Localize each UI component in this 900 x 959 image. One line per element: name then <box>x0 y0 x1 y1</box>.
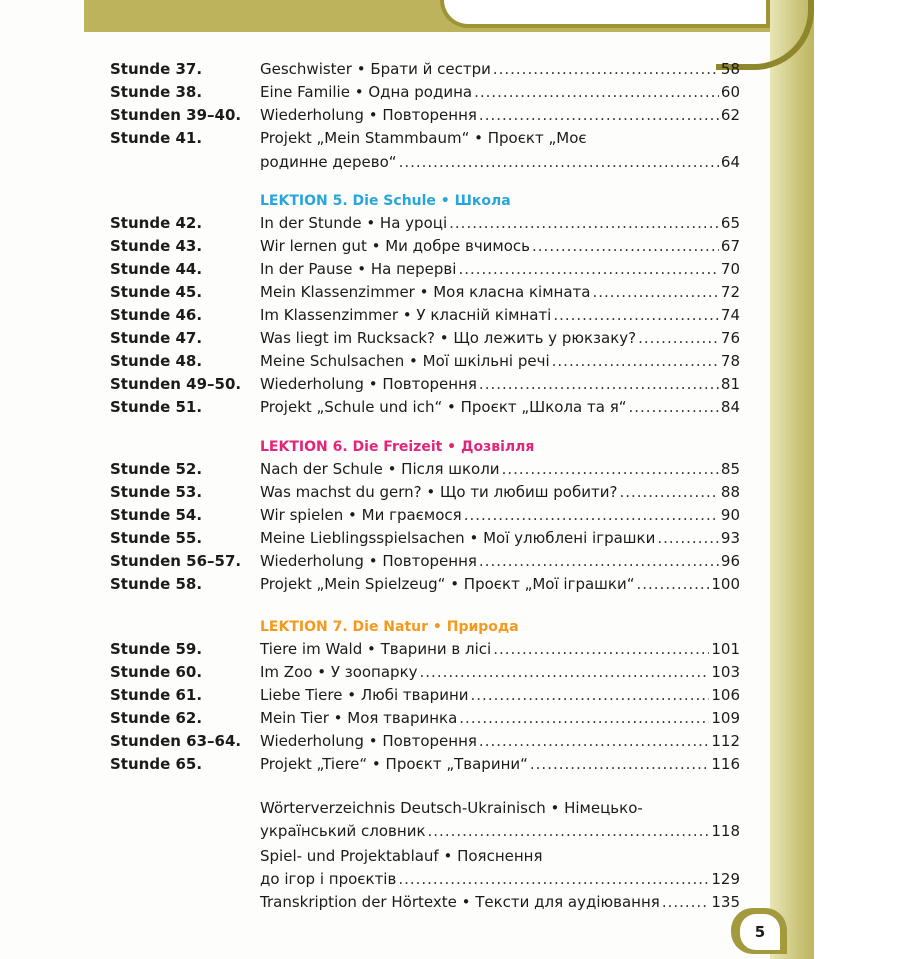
page-ref: 78 <box>720 352 740 370</box>
leader-dots <box>474 81 719 104</box>
lesson-title: Mein Klassenzimmer • Моя класна кімната <box>260 283 591 301</box>
toc-entry[interactable] <box>110 350 750 373</box>
lesson-title: In der Stunde • На уроці <box>260 214 448 232</box>
toc-entry[interactable] <box>110 458 750 481</box>
toc-entry[interactable] <box>110 235 750 258</box>
page-ref: 112 <box>711 732 740 750</box>
toc-entry[interactable] <box>110 327 750 350</box>
lesson-title: Im Zoo • У зоопарку <box>260 663 418 681</box>
toc-entry[interactable] <box>110 638 750 661</box>
lesson-number: Stunde 46. <box>110 306 203 324</box>
leader-dots <box>553 304 719 327</box>
leader-dots <box>464 504 719 527</box>
lesson-title: Eine Familie • Одна родина <box>260 83 473 101</box>
leader-dots <box>471 684 710 707</box>
leader-dots <box>657 527 719 550</box>
leader-dots <box>629 396 719 419</box>
leader-dots <box>502 458 719 481</box>
leader-dots <box>428 820 710 843</box>
toc-entry[interactable] <box>110 527 750 550</box>
section-heading-lektion-7: LEKTION 7. Die Natur • Природа <box>260 619 519 635</box>
lesson-title: Wiederholung • Повторення <box>260 552 477 570</box>
page-ref: 129 <box>711 870 740 888</box>
toc-entry[interactable] <box>110 753 750 776</box>
lesson-number: Stunde 47. <box>110 329 203 347</box>
toc-entry[interactable] <box>110 396 750 419</box>
page-ref: 84 <box>720 398 740 416</box>
lesson-title: Tiere im Wald • Тварини в лісі <box>260 640 492 658</box>
lesson-title: Geschwister • Брати й сестри <box>260 60 491 78</box>
lesson-number: Stunde 55. <box>110 529 203 547</box>
page-ref: 72 <box>720 283 740 301</box>
leader-dots <box>638 327 719 350</box>
toc-entry[interactable] <box>110 373 750 396</box>
lesson-title: Wiederholung • Повторення <box>260 106 477 124</box>
lesson-title: Was liegt im Rucksack? • Що лежить у рюкзаку? <box>260 329 637 347</box>
section-heading-lektion-6: LEKTION 6. Die Freizeit • Дозвілля <box>260 439 535 455</box>
leader-dots <box>479 373 719 396</box>
toc-entry[interactable] <box>110 104 750 127</box>
appendix-title: Transkription der Hörtexte • Тексти для аудіювання <box>260 893 660 911</box>
page-ref: 109 <box>711 709 740 727</box>
lesson-number: Stunde 52. <box>110 460 203 478</box>
page-ref: 76 <box>720 329 740 347</box>
page-ref: 100 <box>711 575 740 593</box>
leader-dots <box>459 707 709 730</box>
page-ref: 70 <box>720 260 740 278</box>
toc-entry[interactable] <box>110 58 750 81</box>
lesson-number: Stunde 61. <box>110 686 203 704</box>
lesson-number: Stunde 51. <box>110 398 203 416</box>
page-ref: 85 <box>720 460 740 478</box>
toc-entry[interactable] <box>110 127 750 150</box>
appendix-entry[interactable] <box>110 797 750 820</box>
toc-entry[interactable] <box>110 481 750 504</box>
leader-dots <box>552 350 719 373</box>
leader-dots <box>398 868 709 891</box>
lesson-number: Stunde 43. <box>110 237 203 255</box>
lesson-number: Stunde 58. <box>110 575 203 593</box>
lesson-title-continued: родинне дерево“ <box>260 153 397 171</box>
page-ref: 93 <box>720 529 740 547</box>
lesson-number: Stunde 42. <box>110 214 203 232</box>
page-ref: 74 <box>720 306 740 324</box>
lesson-title: Projekt „Mein Spielzeug“ • Проєкт „Мої іграшки“ <box>260 575 635 593</box>
toc-entry[interactable] <box>110 258 750 281</box>
lesson-number: Stunde 48. <box>110 352 203 370</box>
toc-entry[interactable] <box>110 707 750 730</box>
lesson-title: Im Klassenzimmer • У класній кімнаті <box>260 306 552 324</box>
appendix-entry[interactable] <box>110 845 750 868</box>
toc-entry[interactable] <box>110 573 750 596</box>
page-number: 5 <box>740 914 780 950</box>
leader-dots <box>636 573 709 596</box>
leader-dots <box>458 258 718 281</box>
leader-dots <box>420 661 710 684</box>
toc-entry-continuation[interactable] <box>110 151 750 174</box>
lesson-title: Projekt „Tiere“ • Проєкт „Тварини“ <box>260 755 528 773</box>
leader-dots <box>399 151 719 174</box>
toc-entry[interactable] <box>110 550 750 573</box>
lesson-number: Stunde 44. <box>110 260 203 278</box>
leader-dots <box>479 550 719 573</box>
lesson-title: Was machst du gern? • Що ти любиш робити? <box>260 483 618 501</box>
page-margin <box>814 0 900 959</box>
page-ref: 62 <box>720 106 740 124</box>
page-ref: 64 <box>720 153 740 171</box>
page-ref: 96 <box>720 552 740 570</box>
section-heading-lektion-5: LEKTION 5. Die Schule • Школа <box>260 193 511 209</box>
appendix-title: Spiel- und Projektablauf • Пояснення <box>260 847 543 865</box>
lesson-number: Stunde 45. <box>110 283 203 301</box>
lesson-title: Wiederholung • Повторення <box>260 732 477 750</box>
leader-dots <box>592 281 718 304</box>
toc-entry[interactable] <box>110 304 750 327</box>
lesson-title: Meine Lieblingsspielsachen • Мої улюблені іграшки <box>260 529 656 547</box>
leader-dots <box>530 753 709 776</box>
toc-entry[interactable] <box>110 504 750 527</box>
toc-entry[interactable] <box>110 81 750 104</box>
toc-entry[interactable] <box>110 661 750 684</box>
lesson-number: Stunde 59. <box>110 640 203 658</box>
page-ref: 135 <box>711 893 740 911</box>
lesson-number: Stunde 62. <box>110 709 203 727</box>
lesson-number: Stunden 56–57. <box>110 552 242 570</box>
lesson-title: Mein Tier • Моя тваринка <box>260 709 458 727</box>
lesson-number: Stunde 53. <box>110 483 203 501</box>
lesson-title: Wir lernen gut • Ми добре вчимось <box>260 237 531 255</box>
leader-dots <box>479 730 709 753</box>
page-ref: 106 <box>711 686 740 704</box>
appendix-title: Wörterverzeichnis Deutsch-Ukrainisch • Німецько- <box>260 799 643 817</box>
lesson-number: Stunden 63–64. <box>110 732 242 750</box>
page-ref: 65 <box>720 214 740 232</box>
lesson-number: Stunde 38. <box>110 83 203 101</box>
lesson-title: Projekt „Mein Stammbaum“ • Проєкт „Моє <box>260 129 587 147</box>
lesson-number: Stunde 60. <box>110 663 203 681</box>
lesson-number: Stunde 54. <box>110 506 203 524</box>
lesson-title: Liebe Tiere • Любі тварини <box>260 686 469 704</box>
lesson-title: Meine Schulsachen • Мої шкільні речі <box>260 352 550 370</box>
lesson-title: Wiederholung • Повторення <box>260 375 477 393</box>
lesson-title: Projekt „Schule und ich“ • Проєкт „Школа та я“ <box>260 398 627 416</box>
leader-dots <box>493 58 719 81</box>
page-ref: 118 <box>711 822 740 840</box>
appendix-title-continued: український словник <box>260 822 426 840</box>
page-ref: 116 <box>711 755 740 773</box>
leader-dots <box>479 104 719 127</box>
appendix-title-continued: до ігор і проєктів <box>260 870 397 888</box>
lesson-number: Stunden 39–40. <box>110 106 242 124</box>
page-ref: 103 <box>711 663 740 681</box>
appendix-entry-continuation[interactable] <box>110 820 750 843</box>
page-ref: 90 <box>720 506 740 524</box>
page-ref: 88 <box>720 483 740 501</box>
lesson-title: Wir spielen • Ми граємося <box>260 506 462 524</box>
lesson-title: In der Pause • На перерві <box>260 260 457 278</box>
lesson-title: Nach der Schule • Після школи <box>260 460 500 478</box>
toc-entry[interactable] <box>110 281 750 304</box>
lesson-number: Stunde 65. <box>110 755 203 773</box>
lesson-number: Stunde 41. <box>110 129 203 147</box>
page-ref: 60 <box>720 83 740 101</box>
page-ref: 101 <box>711 640 740 658</box>
page-ref: 67 <box>720 237 740 255</box>
leader-dots <box>619 481 718 504</box>
lesson-number: Stunden 49–50. <box>110 375 242 393</box>
leader-dots <box>493 638 709 661</box>
decorative-side-band <box>770 0 814 959</box>
page-ref: 81 <box>720 375 740 393</box>
lesson-number: Stunde 37. <box>110 60 203 78</box>
leader-dots <box>449 212 719 235</box>
appendix-entry-continuation[interactable] <box>110 868 750 891</box>
leader-dots <box>532 235 719 258</box>
leader-dots <box>662 891 710 914</box>
toc-entry[interactable] <box>110 684 750 707</box>
toc-entry[interactable] <box>110 730 750 753</box>
appendix-entry[interactable] <box>110 891 750 914</box>
page-ref: 58 <box>720 60 740 78</box>
toc-entry[interactable] <box>110 212 750 235</box>
